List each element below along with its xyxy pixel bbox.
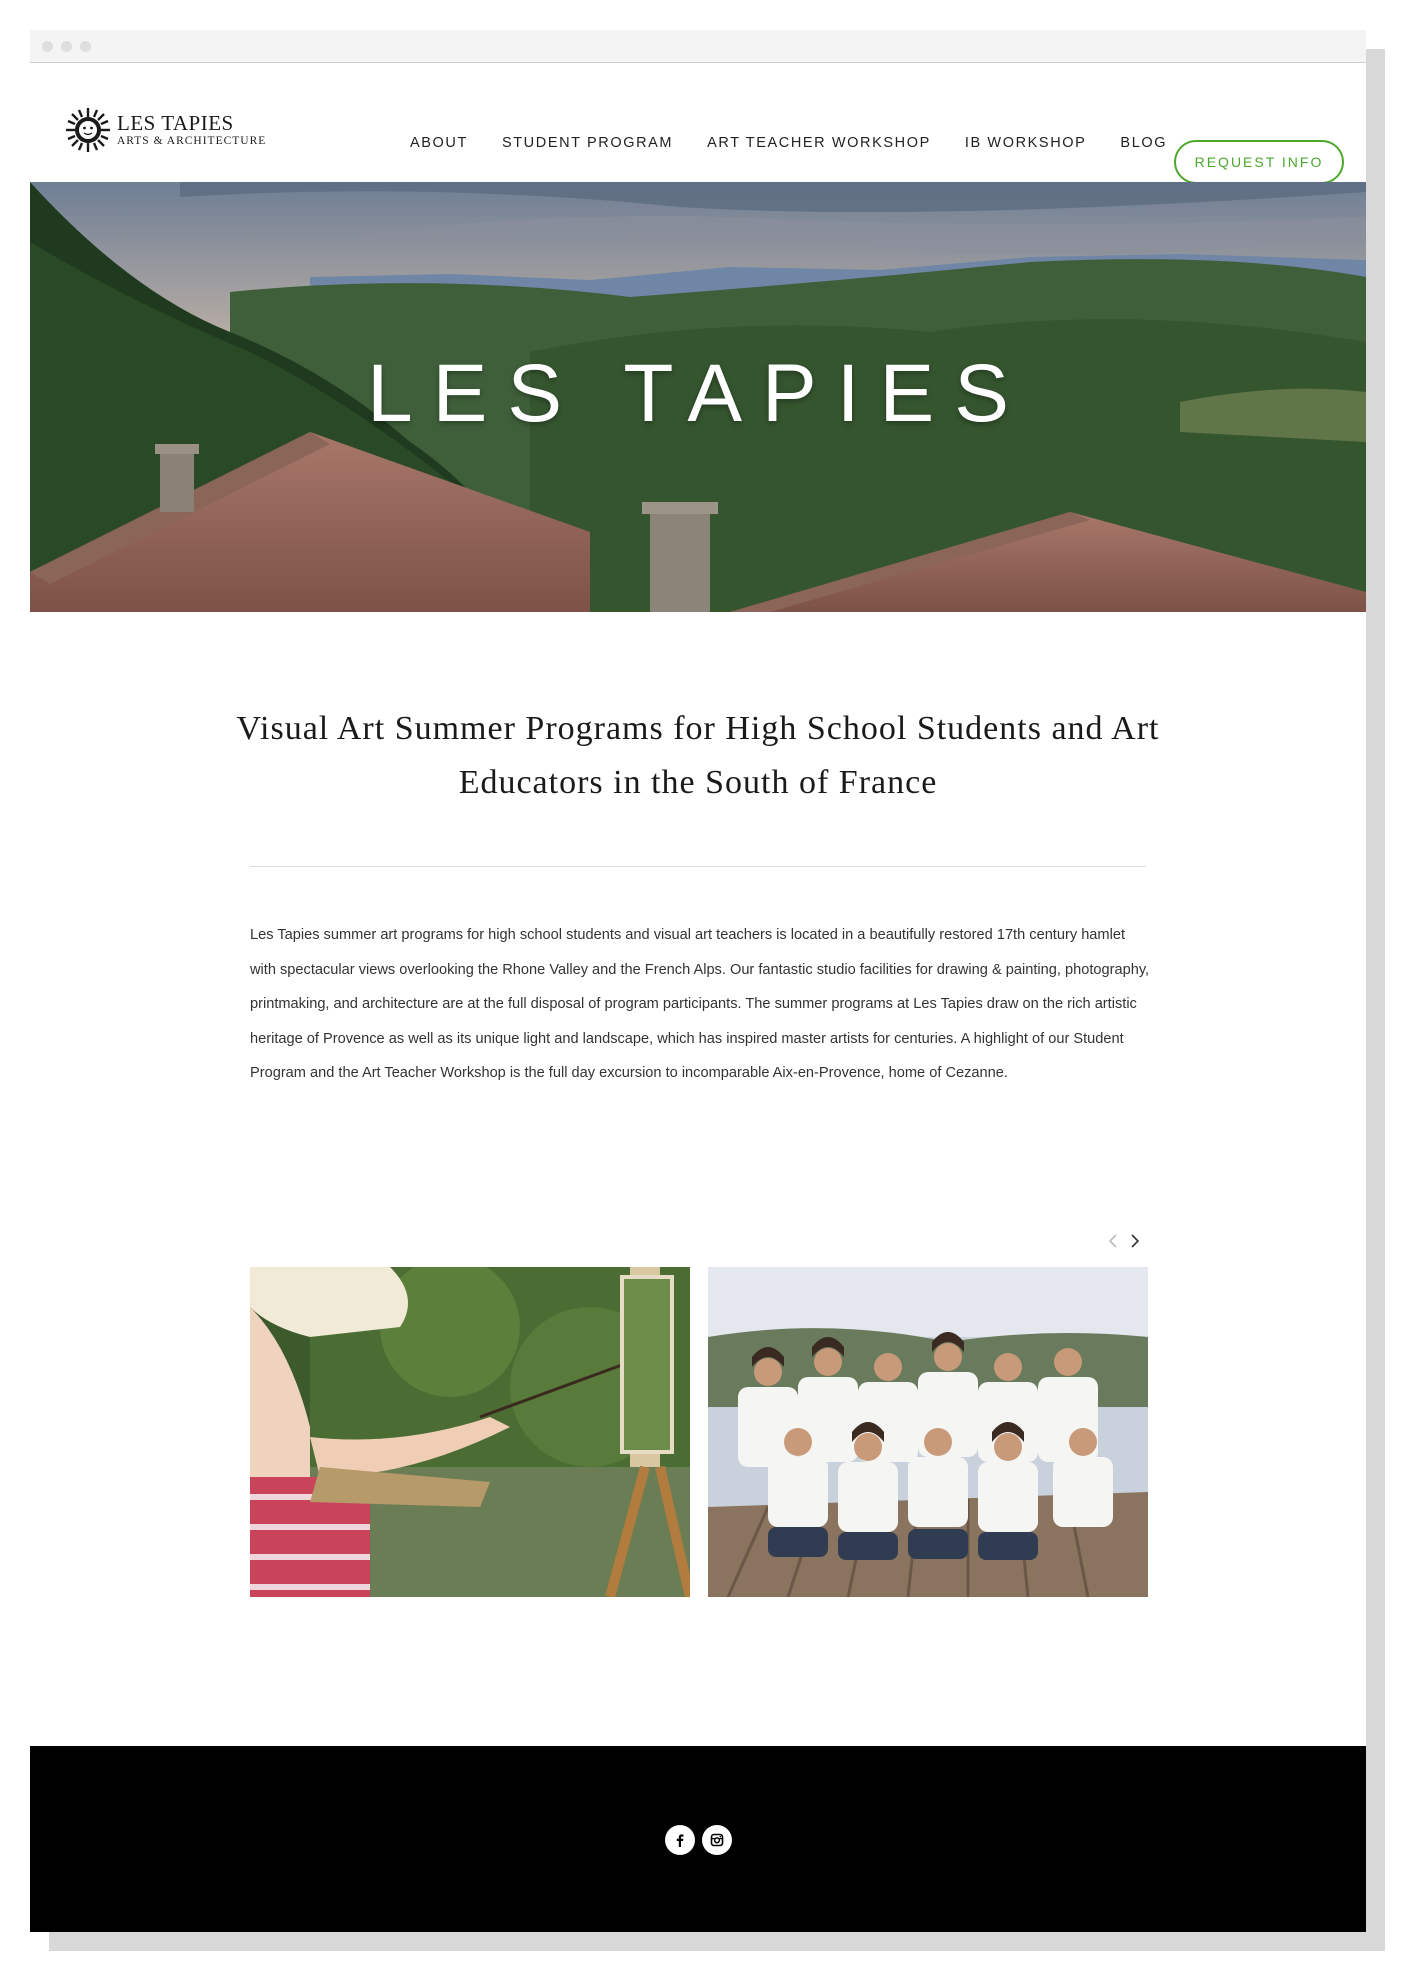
browser-titlebar <box>30 30 1366 63</box>
hero-title: LES TAPIES <box>367 348 1029 439</box>
carousel-controls <box>1102 1230 1146 1252</box>
carousel-slide-painter[interactable] <box>250 1267 690 1597</box>
page-headline: Visual Art Summer Programs for High School Students and Art Educators in the South of France <box>236 710 1160 801</box>
request-info-button[interactable]: REQUEST INFO <box>1174 140 1344 184</box>
facebook-icon <box>673 1833 687 1847</box>
window-close-dot[interactable] <box>42 41 53 52</box>
painter-photo <box>250 1267 690 1597</box>
nav-ib-workshop[interactable]: IB WORKSHOP <box>964 135 1087 151</box>
site-footer <box>30 1746 1366 1932</box>
instagram-link[interactable] <box>702 1825 732 1855</box>
nav-blog[interactable]: BLOG <box>1120 135 1168 151</box>
section-divider <box>250 866 1146 867</box>
brand-name: LES TAPIES <box>117 111 234 135</box>
sun-face-icon <box>65 107 111 153</box>
chevron-right-icon[interactable] <box>1124 1230 1146 1252</box>
hero-banner <box>30 182 1366 612</box>
window-zoom-dot[interactable] <box>80 41 91 52</box>
nav-art-teacher-workshop[interactable]: ART TEACHER WORKSHOP <box>707 135 931 151</box>
social-links <box>665 1825 739 1855</box>
browser-window <box>30 30 1366 1932</box>
chevron-left-icon[interactable] <box>1102 1230 1124 1252</box>
instagram-icon <box>710 1833 724 1847</box>
site-header <box>30 63 1366 182</box>
window-minimize-dot[interactable] <box>61 41 72 52</box>
main-nav <box>410 135 1201 151</box>
photo-carousel <box>250 1267 1166 1597</box>
site-logo[interactable] <box>65 107 266 153</box>
nav-about[interactable]: ABOUT <box>410 135 468 151</box>
nav-student-program[interactable]: STUDENT PROGRAM <box>501 135 674 151</box>
intro-paragraph: Les Tapies summer art programs for high school students and visual art teachers is located in a beautifully restored 17th century hamlet with spectacular views overlooking the Rhone Valley and the French Alps. Our fantastic studio facilities for drawing & painting, photography, printmaking, and architecture are at the full disposal of program participants. The summer programs at Les Tapies draw on the rich artistic heritage of Provence as well as its unique light and landscape, which has inspired master artists for centuries. A highlight of our Student Program and the Art Teacher Workshop is the full day excursion to incomparable Aix-en-Provence, home of Cezanne. <box>250 927 1150 1082</box>
group-photo <box>708 1267 1148 1597</box>
carousel-slide-group[interactable] <box>708 1267 1148 1597</box>
facebook-link[interactable] <box>665 1825 695 1855</box>
brand-tagline: ARTS & ARCHITECTURE <box>117 135 267 147</box>
